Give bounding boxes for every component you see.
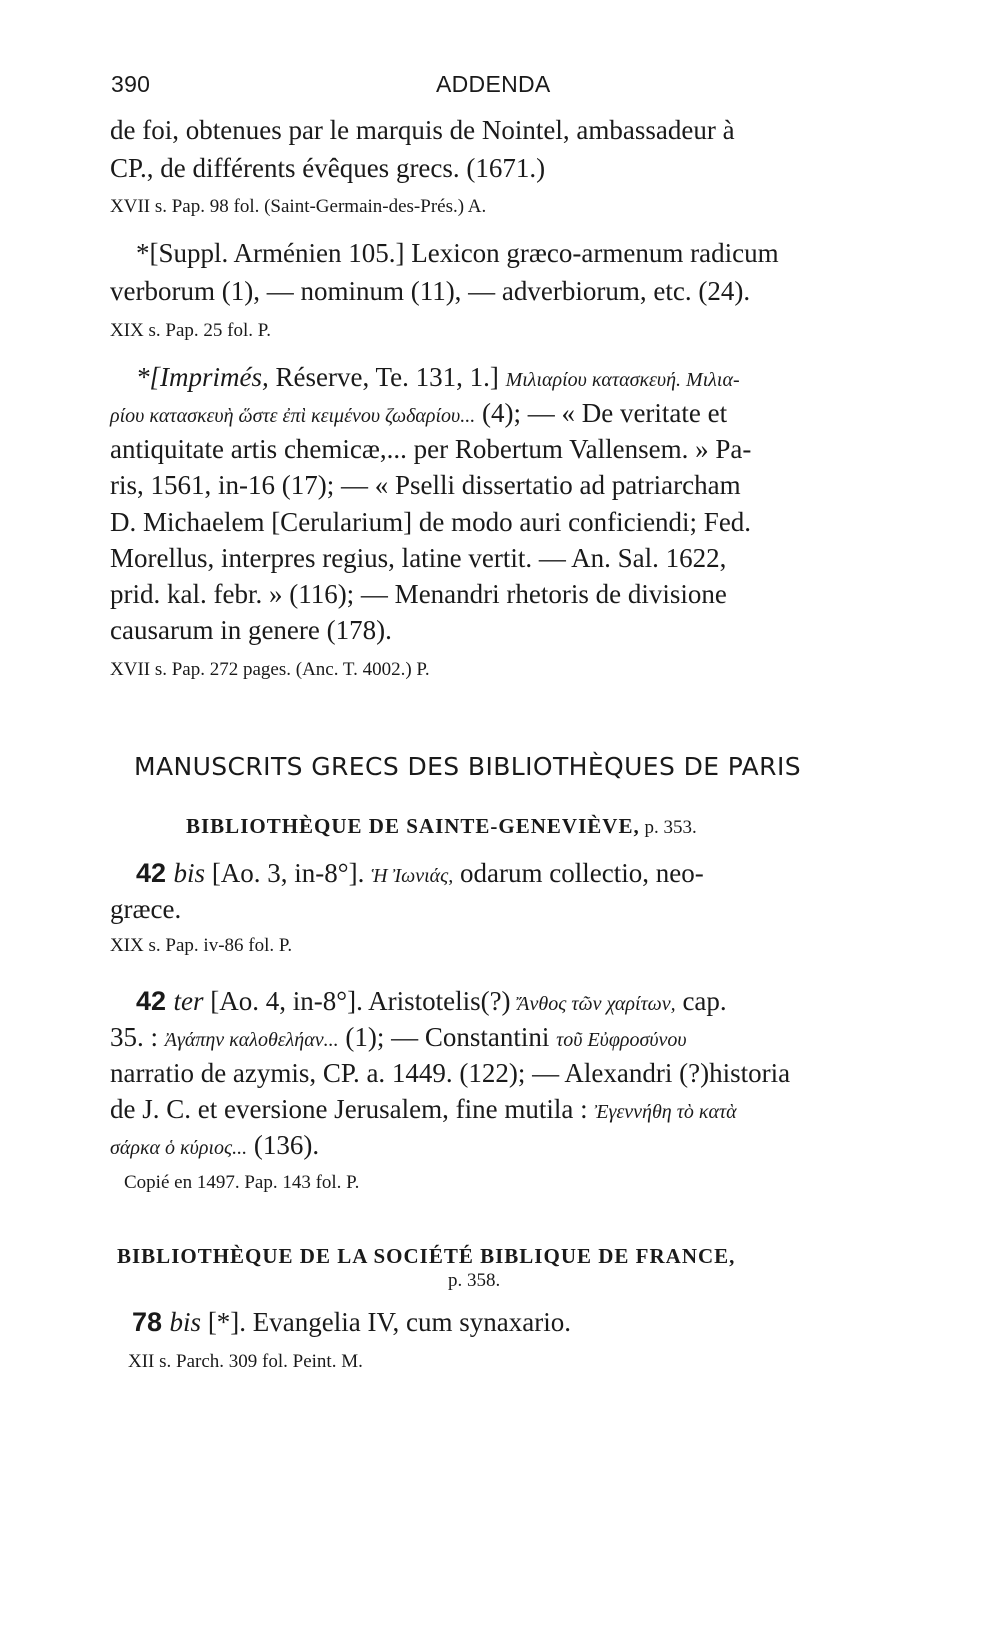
entry-suffix: bis [173,858,206,888]
greek-text: Ἀγάπην καλοθελήαν... [164,1029,339,1051]
greek-title: Ἡ Ἰωνιάς, [371,865,454,887]
text-line: antiquitate artis chemicæ,... per Robertum Vallensem. » Pa- [110,434,752,464]
text-line: narratio de azymis, CP. a. 1449. (122); — Alexandri (?)historia [110,1058,791,1088]
entry-42bis [136,858,704,889]
entry-text: (1); — Constantini [338,1022,557,1052]
text-line: Morellus, interpres regius, latine vertit. — An. Sal. 1622, [110,543,727,573]
running-title: ADDENDA [436,71,551,97]
greek-text: σάρκα ὁ κύριος... [110,1137,248,1159]
entry-number: 78 [132,1307,170,1337]
text-line [110,1022,687,1053]
text-line: verborum (1), — nominum (11), — adverbiorum, etc. (24). [110,276,751,306]
entry-number: 42 [136,858,174,888]
entry-suffix: ter [173,986,204,1016]
greek-text: ρίου κατασκευὴ ὥστε ἐπὶ κειμένου ζωδαρίου... [110,405,476,427]
shelfmark-line: XII s. Parch. 309 fol. Peint. M. [128,1351,363,1372]
library-page: p. 353. [639,817,697,838]
entry-78bis [132,1307,571,1338]
imprimes-italic: *[Imprimés, [136,362,269,392]
text-line: ris, 1561, in-16 (17); — « Pselli dissertatio ad patriarcham [110,470,741,500]
text-line: D. Michaelem [Cerularium] de modo auri conficiendi; Fed. [110,507,752,537]
entry-text: odarum collectio, neo- [453,858,704,888]
entry-text: de J. C. et eversione Jerusalem, fine mutila : [110,1094,595,1124]
greek-title: Μιλιαρίου κατασκευή. Μιλια- [505,369,740,391]
entry-text: (136). [247,1130,320,1160]
text-line: græce. [110,894,182,924]
entry-heading: *[Suppl. Arménien 105.] Lexicon græco-armenum radicum [136,238,779,268]
entry-suffix: bis [169,1307,202,1337]
greek-text: Ἐγεννήθη τὸ κατὰ [594,1101,737,1123]
entry-42ter [136,986,727,1017]
entry-text: cap. [675,986,727,1016]
text-line [110,398,727,429]
shelfmark-line: XIX s. Pap. 25 fol. P. [110,320,271,341]
entry-text: 35. : [110,1022,165,1052]
entry-text: [*]. Evangelia IV, cum synaxario. [201,1307,571,1337]
section-title: MANUSCRITS GRECS DES BIBLIOTHÈQUES DE PARIS [134,752,801,781]
entry-text: [Ao. 4, in-8°]. Aristotelis(?) [203,986,518,1016]
text-line: CP., de différents évêques grecs. (1671.) [110,153,546,183]
library-name: BIBLIOTHÈQUE DE LA SOCIÉTÉ BIBLIQUE DE FRANCE, [117,1244,736,1268]
library-name: BIBLIOTHÈQUE DE SAINTE-GENEVIÈVE, [186,814,640,838]
entry-number: 42 [136,986,174,1016]
shelfmark-line: Copié en 1497. Pap. 143 fol. P. [124,1172,360,1193]
text-line: causarum in genere (178). [110,615,392,645]
library-heading [186,814,697,839]
entry-text: [Ao. 3, in-8°]. [205,858,372,888]
shelfmark-line: XVII s. Pap. 98 fol. (Saint-Germain-des-Prés.) A. [110,196,487,217]
text-line [110,1094,737,1125]
page-number: 390 [111,71,151,97]
entry-heading [136,362,740,393]
shelfmark-line: XVII s. Pap. 272 pages. (Anc. T. 4002.) P. [110,659,430,680]
greek-text: τοῦ Εὐφροσύνου [556,1029,687,1051]
library-page: p. 358. [448,1270,501,1291]
text-line [110,1130,319,1161]
latin-text: (4); — « De veritate et [475,398,728,428]
reserve-text: Réserve, Te. 131, 1.] [268,362,506,392]
greek-title: Ἄνθος τῶν χαρίτων, [517,993,676,1015]
shelfmark-line: XIX s. Pap. iv-86 fol. P. [110,935,293,956]
text-line: prid. kal. febr. » (116); — Menandri rhetoris de divisione [110,579,727,609]
text-line: de foi, obtenues par le marquis de Nointel, ambassadeur à [110,115,735,145]
